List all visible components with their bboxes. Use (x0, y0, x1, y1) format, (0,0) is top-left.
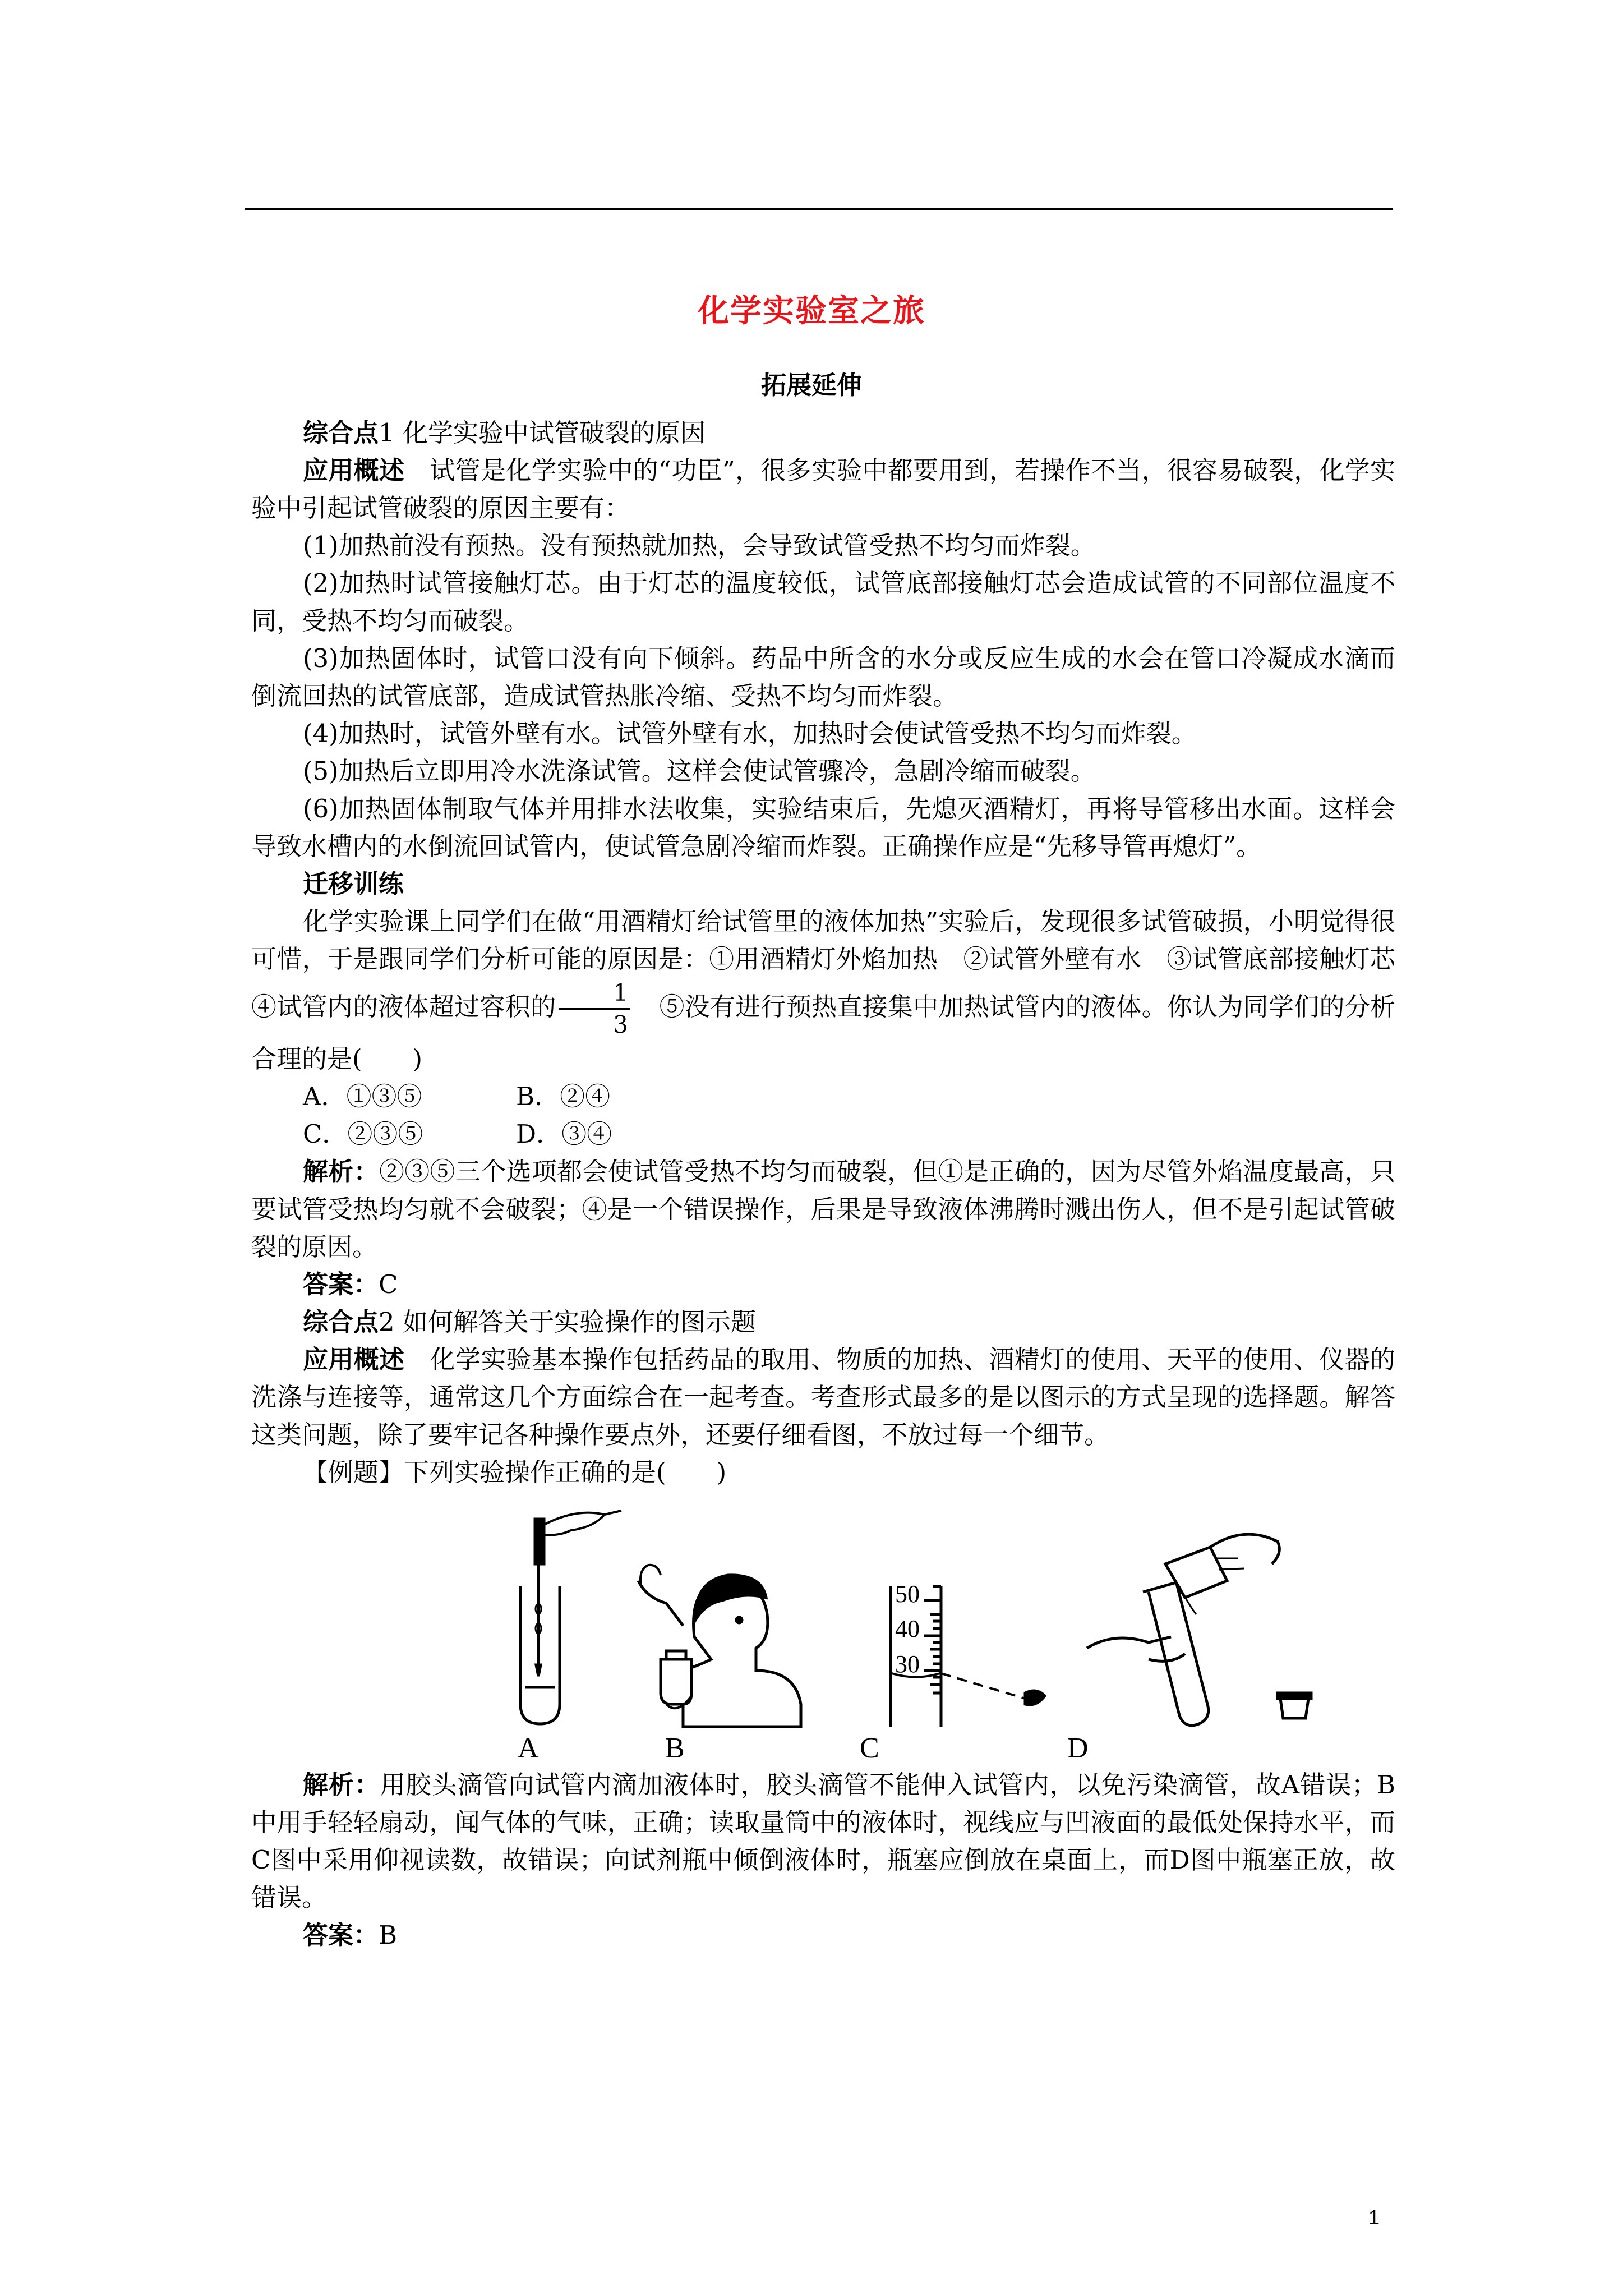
fraction-one-third (559, 978, 630, 1040)
section1-overview-text: 试管是化学实验中的“功臣”，很多实验中都要用到，若操作不当，很容易破裂，化学实验中引起试管破裂的原因主要有： (251, 455, 1395, 523)
section1-heading (251, 414, 1395, 452)
section1-overview (251, 452, 1395, 527)
answer2-text: B (379, 1920, 398, 1950)
experiment-figure (251, 1502, 1395, 1766)
cylinder-tick-30: 30 (895, 1650, 920, 1678)
section2-heading-text: 2 如何解答关于实验操作的图示题 (379, 1307, 756, 1337)
experiment-illustration (498, 1502, 1451, 1732)
figure-label-b: B (665, 1732, 685, 1764)
section2-heading-label: 综合点 (303, 1307, 379, 1337)
section2-overview (251, 1341, 1395, 1453)
figure-label-d: D (1067, 1732, 1089, 1764)
section1-heading-text: 1 化学实验中试管破裂的原因 (379, 418, 706, 448)
example-label: 【例题】 (303, 1457, 404, 1487)
section1-answer (251, 1266, 1395, 1303)
analysis-text: ②③⑤三个选项都会使试管受热不均匀而破裂，但①是正确的，因为尽管外焰温度最高，只要试管受热均匀就不会破裂；④是一个错误操作，后果是导致液体沸腾时溅出伤人，但不是引起试管破裂的原因。 (251, 1157, 1395, 1262)
option-b: B．②④ (516, 1082, 611, 1111)
answer-label: 答案： (303, 1269, 379, 1299)
section1-overview-label: 应用概述 (303, 455, 405, 485)
figure-label-c: C (860, 1732, 879, 1764)
option-d: D．③④ (516, 1119, 612, 1149)
fraction-numerator: 1 (559, 978, 630, 1010)
document-body (251, 414, 1421, 1954)
answer2-label: 答案： (303, 1920, 379, 1950)
options-row-2 (251, 1115, 1395, 1153)
section1-heading-label: 综合点 (303, 418, 379, 448)
figure-label-a: A (518, 1732, 539, 1764)
page-subtitle: 拓展延伸 (760, 370, 862, 400)
example-text: 下列实验操作正确的是( ) (404, 1457, 727, 1487)
example-question (251, 1453, 1395, 1491)
section2-analysis (251, 1766, 1395, 1916)
practice-label: 迁移训练 (303, 869, 404, 899)
section2-overview-text: 化学实验基本操作包括药品的取用、物质的加热、酒精灯的使用、天平的使用、仪器的洗涤与连接等，通常这几个方面综合在一起考查。考查形式最多的是以图示的方式呈现的选择题。解答这类问题，除了要牢记各种操作要点外，还要仔细看图，不放过每一个细节。 (251, 1345, 1395, 1450)
fraction-denominator: 3 (613, 1011, 628, 1038)
figure-d-pouring-liquid (1087, 1534, 1311, 1726)
cylinder-tick-40: 40 (895, 1615, 920, 1642)
analysis2-label: 解析： (303, 1770, 380, 1800)
answer-text: C (379, 1269, 398, 1299)
section2-answer (251, 1916, 1395, 1954)
point-2: (2)加热时试管接触灯芯。由于灯芯的温度较低，试管底部接触灯芯会造成试管的不同部位温度不同，受热不均匀而破裂。 (251, 568, 1395, 636)
analysis-label: 解析： (303, 1157, 379, 1186)
section2-overview-label: 应用概述 (303, 1345, 405, 1374)
option-a: A．①③⑤ (303, 1082, 422, 1111)
header-rule (245, 208, 1393, 210)
point-5: (5)加热后立即用冷水洗涤试管。这样会使试管骤冷，急剧冷缩而破裂。 (303, 756, 1096, 786)
page-number: 1 (1368, 2206, 1380, 2229)
option-c: C．②③⑤ (303, 1119, 423, 1149)
question-part2: ⑤没有进行预热直接集中加热试管内的液体。你认为同学们的分析合理的是( ) (251, 992, 1395, 1074)
point-6: (6)加热固体制取气体并用排水法收集，实验结束后，先熄灭酒精灯，再将导管移出水面。这样会导致水槽内的水倒流回试管内，使试管急剧冷缩而炸裂。正确操作应是“先移导管再熄灯”。 (251, 794, 1395, 861)
practice-question (251, 903, 1421, 1078)
page-title: 化学实验室之旅 (698, 292, 925, 329)
options-row-1 (251, 1078, 1395, 1115)
point-1: (1)加热前没有预热。没有预热就加热，会导致试管受热不均匀而炸裂。 (303, 531, 1096, 560)
figure-b-waft-smell (638, 1565, 801, 1727)
section2-heading (251, 1303, 1395, 1341)
section1-analysis (251, 1153, 1395, 1266)
analysis2-text: 用胶头滴管向试管内滴加液体时，胶头滴管不能伸入试管内，以免污染滴管，故A错误；B中用手轻轻扇动，闻气体的气味，正确；读取量筒中的液体时，视线应与凹液面的最低处保持水平，而C图中采用仰视读数，故错误；向试剂瓶中倾倒液体时，瓶塞应倒放在桌面上，而D图中瓶塞正放，故错误。 (251, 1770, 1395, 1912)
figure-a-dropper-in-tube (520, 1511, 621, 1724)
point-3: (3)加热固体时，试管口没有向下倾斜。药品中所含的水分或反应生成的水会在管口冷凝成水滴而倒流回热的试管底部，造成试管热胀冷缩、受热不均匀而炸裂。 (251, 643, 1395, 711)
cylinder-tick-50: 50 (895, 1580, 920, 1608)
question-part1: 化学实验课上同学们在做“用酒精灯给试管里的液体加热”实验后，发现很多试管破损，小明觉得很可惜，于是跟同学们分析可能的原因是：①用酒精灯外焰加热 ②试管外壁有水 ③试管底部接触灯芯 ④试管内的液体超过容积的 (251, 907, 1421, 1022)
point-4: (4)加热时，试管外壁有水。试管外壁有水，加热时会使试管受热不均匀而炸裂。 (303, 719, 1197, 748)
